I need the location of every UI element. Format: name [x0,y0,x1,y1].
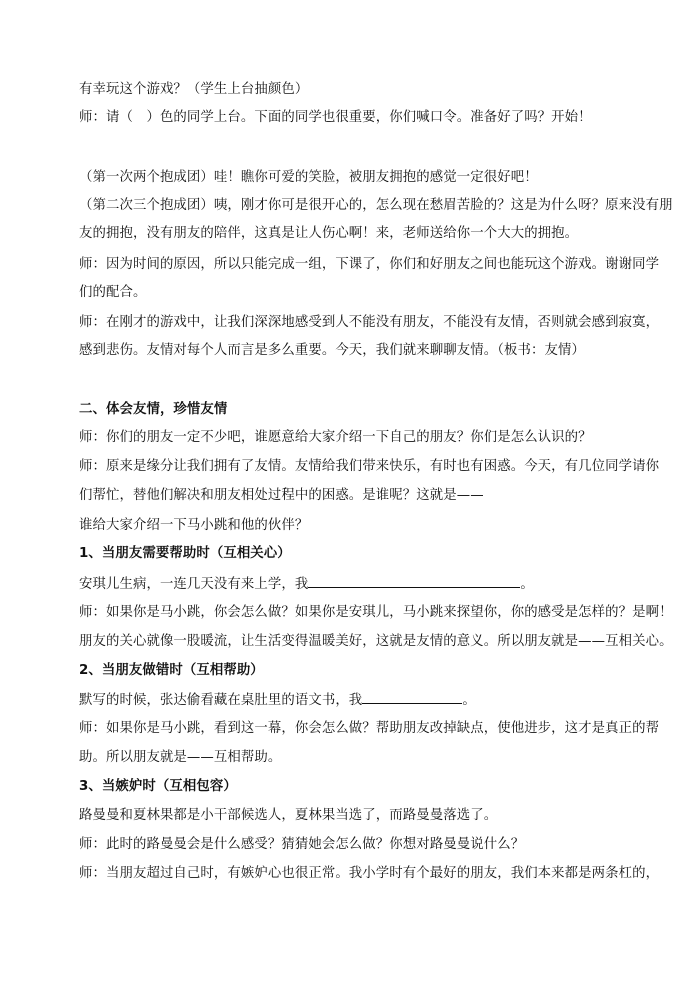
fill-in-end: 。 [520,577,534,592]
text-line: 助。所以朋友就是——互相帮助。 [79,750,282,765]
subsection-heading: 1、当朋友需要帮助时（互相关心） [79,546,291,561]
text-line: 师：请（ ）色的同学上台。下面的同学也很重要，你们喊口令。准备好了吗？开始！ [79,110,592,125]
section-heading: 二、体会友情，珍惜友情 [79,402,228,417]
fill-in-line [79,574,619,595]
text-line: 师：原来是缘分让我们拥有了友情。友情给我们带来快乐，有时也有困惑。今天，有几位同学请你 [79,459,660,474]
fill-in-line [79,690,619,711]
text-line: 谁给大家介绍一下马小跳和他的伙伴？ [79,518,309,533]
text-line: 们帮忙，替他们解决和朋友相处过程中的困惑。是谁呢？这就是—— [79,488,484,503]
text-line: 路曼曼和夏林果都是小干部候选人，夏林果当选了，而路曼曼落选了。 [79,808,498,823]
text-line: （第二次三个抱成团）咦，刚才你可是很开心的，怎么现在愁眉苦脸的？这是为什么呀？原来没有朋 [79,198,673,213]
text-line: 师：你们的朋友一定不少吧，谁愿意给大家介绍一下自己的朋友？你们是怎么认识的？ [79,430,592,445]
text-line: 有幸玩这个游戏？（学生上台抽颜色） [79,82,309,97]
text-line: （第一次两个抱成团）哇！瞧你可爱的笑脸，被朋友拥抱的感觉一定很好吧！ [79,170,538,185]
answer-blank[interactable] [308,574,520,588]
text-line: 友的拥抱，没有朋友的陪伴，这真是让人伤心啊！来，老师送给你一个大大的拥抱。 [79,226,579,241]
text-line: 师：在刚才的游戏中，让我们深深地感受到人不能没有朋友，不能没有友情，否则就会感到寂寞， [79,315,660,330]
text-line: 们的配合。 [79,285,147,300]
text-line: 师：当朋友超过自己时，有嫉妒心也很正常。我小学时有个最好的朋友，我们本来都是两条杠的， [79,866,660,881]
subsection-heading: 3、当嫉妒时（互相包容） [79,779,237,794]
fill-in-prompt: 默写的时候，张达偷看藏在桌肚里的语文书，我 [79,693,363,708]
subsection-heading: 2、当朋友做错时（互相帮助） [79,663,264,678]
fill-in-prompt: 安琪儿生病，一连几天没有来上学，我 [79,577,309,592]
text-line: 朋友的关心就像一股暖流，让生活变得温暖美好，这就是友情的意义。所以朋友就是——互相关心。 [79,634,673,649]
answer-blank[interactable] [362,690,462,704]
text-line: 感到悲伤。友情对每个人而言是多么重要。今天，我们就来聊聊友情。（板书：友情） [79,343,585,358]
text-line: 师：如果你是马小跳，看到这一幕，你会怎么做？帮助朋友改掉缺点，使他进步，这才是真正的帮 [79,721,660,736]
text-line: 师：因为时间的原因，所以只能完成一组，下课了，你们和好朋友之间也能玩这个游戏。谢谢同学 [79,257,660,272]
fill-in-end: 。 [462,693,476,708]
text-line: 师：此时的路曼曼会是什么感受？猜猜她会怎么做？你想对路曼曼说什么？ [79,837,525,852]
text-line: 师：如果你是马小跳，你会怎么做？如果你是安琪儿，马小跳来探望你，你的感受是怎样的？是啊！ [79,605,673,620]
